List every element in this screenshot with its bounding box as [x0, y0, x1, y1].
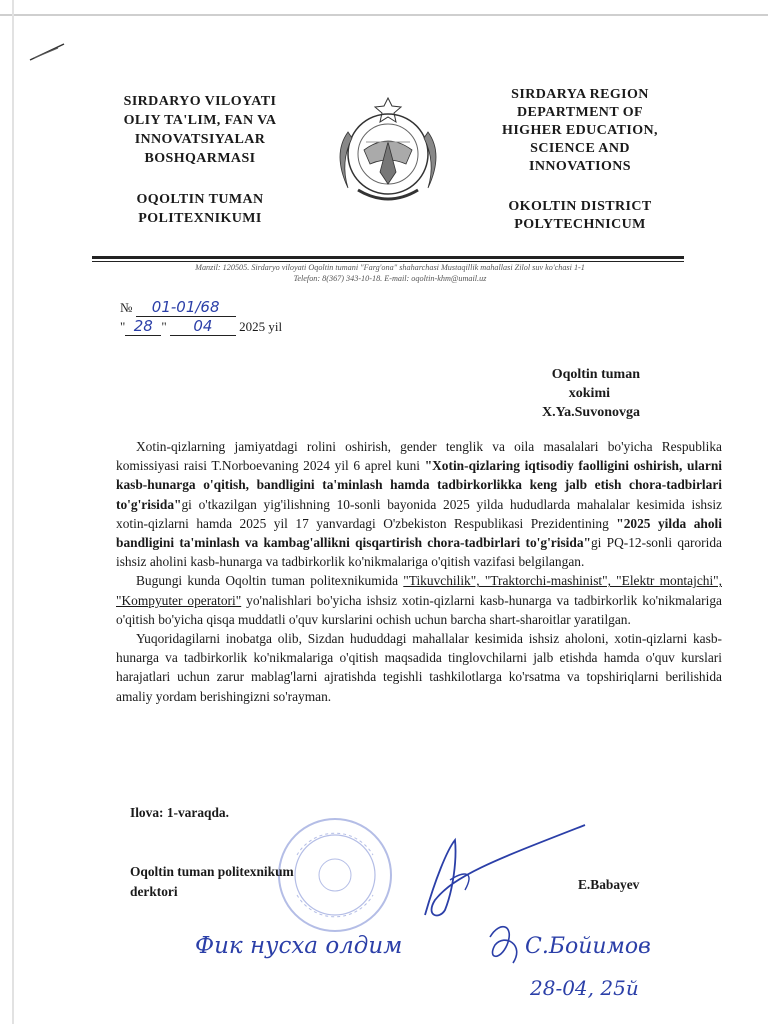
header-right [480, 86, 680, 234]
resolution-text: Фик нусха олдим [195, 933, 403, 959]
header-left [100, 92, 300, 228]
scan-edge-top [0, 14, 768, 16]
address-line: Manzil: 120505. Sirdaryo viloyati Oqoltin tumani "Farg'ona" shaharchasi Mustaqillik mahallasi Zilol suv ko'chasi 1-1 [195, 263, 585, 272]
org-name-en-5: INNOVATIONS [529, 159, 631, 174]
number-sign: № [120, 300, 133, 315]
date-year: 2025 yil [239, 319, 283, 334]
college-name-uz-2: POLITEXNIKUMI [138, 211, 262, 226]
handwritten-signature-icon [395, 820, 595, 930]
college-name-en-1: OKOLTIN DISTRICT [508, 199, 652, 214]
date-day: 28 [125, 317, 161, 336]
contact-address [96, 262, 684, 284]
outgoing-number [120, 298, 236, 317]
letter-date: " 28 " 04 2025 yil [120, 317, 283, 335]
org-name-en-1: SIRDARYA REGION [511, 87, 649, 102]
addressee-block [460, 365, 640, 422]
number-handwritten: 01-01/68 [136, 298, 236, 317]
resolution-initials: С.Бойимов [525, 934, 651, 959]
resolution-signature-icon [490, 927, 517, 963]
org-name-en-2: DEPARTMENT OF [517, 105, 643, 120]
phone-email-line: Telefon: 8(367) 343-10-18. E-mail: oqoltin-khm@umail.uz [293, 274, 487, 283]
org-name-en-4: SCIENCE AND [530, 141, 630, 156]
signatory-title [130, 862, 294, 902]
signatory-name: E.Babayev [578, 877, 640, 892]
college-name-en-2: POLYTECHNICUM [514, 217, 646, 232]
paragraph-3: Yuqoridagilarni inobatga olib, Sizdan hududdagi mahallalar kesimida ishsiz aholoni, xotin-qizlarni kasb-hunarga va tadbirkorlik ko'nikmalariga o'qitish maqsadida tinglovchilarni jalb etishda hamda o'quv kurslari harajatlari uchun zarur mablag'larni ajratishda tegishli tashkilotlarga ko'rsatma va topshiriqlarni berilishida amaliy yordam berishingizni so'rayman. [116, 631, 722, 704]
signatory-title-line-2: derktori [130, 884, 178, 899]
org-name-uz-4: BOSHQARMASI [144, 151, 256, 166]
paragraph-2: Bugungi kunda Oqoltin tuman politexnikumida "Tikuvchilik", "Traktorchi-mashinist", "Elektr montajchi", "Kompyuter operatori" yo'nalishlari bo'yicha ishsiz xotin-qizlarni kasb-hunarga va tadbirkorlik ko'nikmalariga o'qitish bo'yicha qisqa muddatli o'quv kurslarini ochish uchun barcha shart-sharoitlar yaratilgan. [116, 573, 723, 627]
state-emblem-icon [318, 92, 458, 212]
paragraph-1: Xotin-qizlarning jamiyatdagi rolini oshirish, gender tenglik va oila masalalari bo'yicha Respublika komissiyasi raisi T.Norboevaning 2024 yil 6 aprel kuni "Xotin-qizlaring iqtisodiy faolligini oshirish, ularni kasb-hunarga o'qitish, bandligini ta'minlash hamda tadbirkorlikka keng jalb etish chora-tadbirlari to'g'risida"gi o'tkazilgan yig'ilishning 10-sonli bayonida 2025 yilda hududlarda mahalalar kesimida ishsiz xotin-qizlarni hamda 2025 yil 17 yanvardagi O'zbekiston Respublikasi Prezidentining "2025 yilda aholi bandligini ta'minlash va kambag'allikni qisqartirish chora-tadbirlari to'g'risida"gi PQ-12-sonli qarorida ishsiz aholini kasb-hunarga va tadbirkorlik ko'nikmalariga o'qitish vazifasi belgilangan. [116, 439, 722, 570]
resolution-date: 28-04, 25й [530, 976, 639, 1000]
scan-edge-left [12, 0, 14, 1024]
date-month: 04 [170, 317, 236, 336]
org-name-uz-2: OLIY TA'LIM, FAN VA [123, 113, 277, 128]
attachment-note: Ilova: 1-varaqda. [130, 805, 229, 820]
signatory-title-line-1: Oqoltin tuman politexnikum [130, 864, 294, 879]
handwritten-resolution [195, 915, 715, 1015]
org-name-en-3: HIGHER EDUCATION, [502, 123, 658, 138]
addressee-line-2: xokimi [568, 386, 610, 401]
addressee-line-3: X.Ya.Suvonovga [541, 405, 640, 420]
addressee-line-1: Oqoltin tuman [551, 367, 640, 382]
pen-mark [28, 40, 68, 62]
letter-body [116, 437, 722, 706]
header-rule-thick [92, 256, 684, 259]
college-name-uz-1: OQOLTIN TUMAN [136, 192, 264, 207]
org-name-uz-1: SIRDARYO VILOYATI [123, 94, 277, 109]
org-name-uz-3: INNOVATSIYALAR [134, 132, 266, 147]
